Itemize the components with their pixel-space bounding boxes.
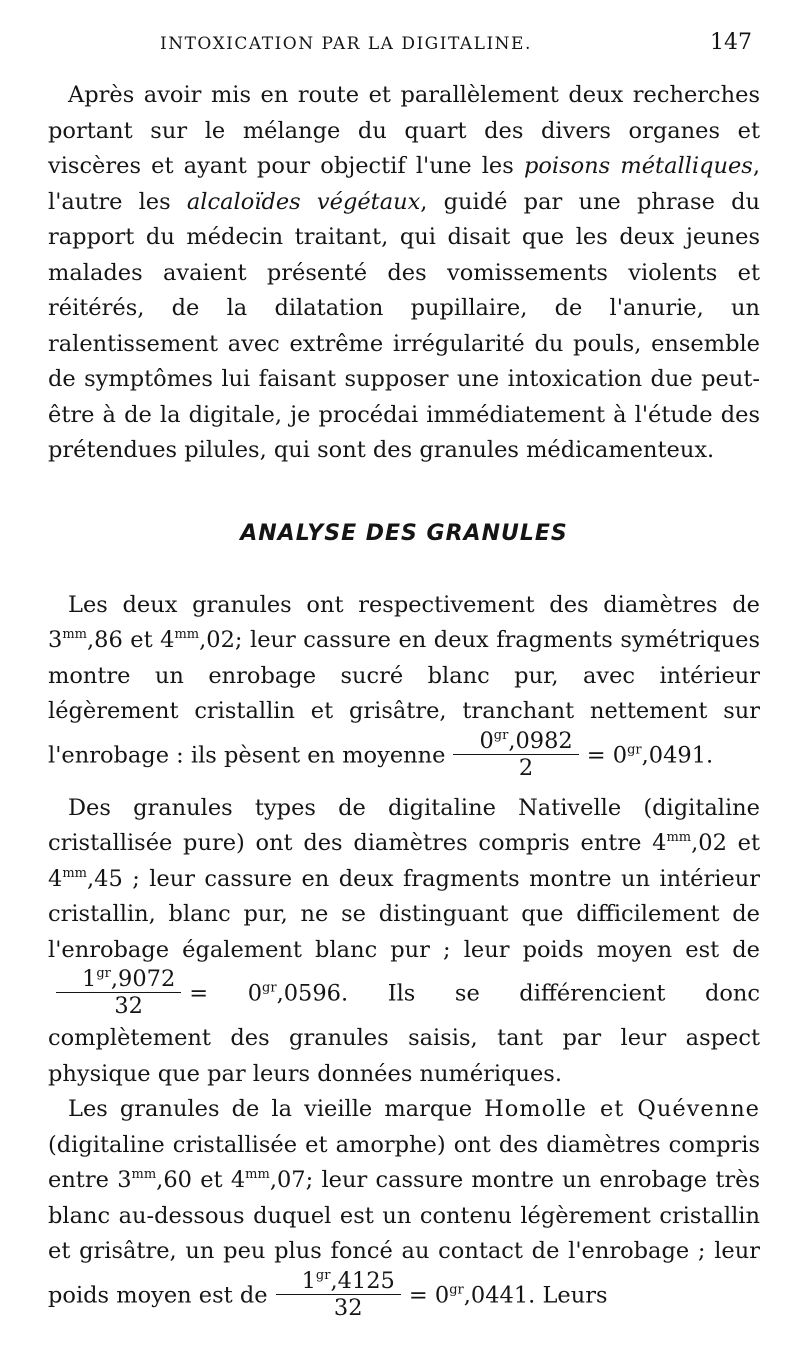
emphasis-poisons: poisons métalliques <box>523 153 753 179</box>
paragraph-intro: Après avoir mis en route et parallèlement deux recherches portant sur le mélange du quart des divers organes et viscères et ayant pour objectif l'une les poisons métalliques, l'autre les alcaloïdes végétaux, guidé par une phrase du rapport du médecin traitant, qui disait que les deux jeunes malades avaient présenté des vomissements violents et réitérés, de la dilatation pupillaire, de l'anurie, un ralentissement avec extrême irrégularité du pouls, ensemble de symptômes lui faisant supposer une intoxication due peut-être à de la digitale, je procédai immédiatement à l'étude des prétendues pilules, qui sont des granules médicamenteux. <box>48 82 760 463</box>
paragraph-homolle: Les granules de la vieille marque Homolle et Quévenne (digitaline cristallisée et amorphe) ont des diamètres compris entre $3^{mm},60$ et $4^{mm},07$; leur cassure montre un enrobage très blanc au-dessous duquel est un contenu légèrement cristallin et grisâtre, un peu plus foncé au contact de l'enrobage ; leur poids moyen est de $\frac{1^{gr},4125}{32}$ = $0^{gr},0441$. Leurs <box>48 1096 761 1321</box>
emphasis-alcaloides: alcaloïdes végétaux <box>186 188 421 215</box>
paragraph-nativelle: Des granules types de digitaline Nativelle (digitaline cristallisée pure) ont des diamètres compris entre $4^{mm},02$ et $4^{mm},45$ ; leur cassure en deux fragments montre un intérieur cristallin, blanc pur, ne se distinguant que difficilement de l'enrobage également blanc pur ; leur poids moyen est de $\frac{1^{gr},9072}{32}$ = $0^{gr},0596$. Ils se différencient donc complètement des granules saisis, tant par leur aspect physique que par leurs données numériques. <box>48 794 761 1087</box>
fraction-weight-1: $\frac{0^{gr},0982}{2}$ <box>453 728 578 781</box>
section-title: ANALYSE DES GRANULES <box>240 520 568 546</box>
paragraph-granules-saisis: Les deux granules ont respectivement des diamètres de $3^{mm},86$ et $4^{mm},02$; leur cassure en deux fragments symétriques montre un enrobage sucré blanc pur, avec intérieur légèrement cristallin et grisâtre, tranchant nettement sur l'enrobage : ils pèsent en moyenne $\frac{0^{gr},0982}{2}$ = $0^{gr},0491$. <box>48 591 760 781</box>
page-body <box>48 78 760 1323</box>
fraction-weight-2: $\frac{1^{gr},9072}{32}$ <box>56 966 181 1019</box>
running-head: INTOXICATION PAR LA DIGITALINE. <box>160 34 532 54</box>
fraction-weight-3: $\frac{1^{gr},4125}{32}$ <box>276 1268 401 1321</box>
page-number: 147 <box>710 30 752 55</box>
